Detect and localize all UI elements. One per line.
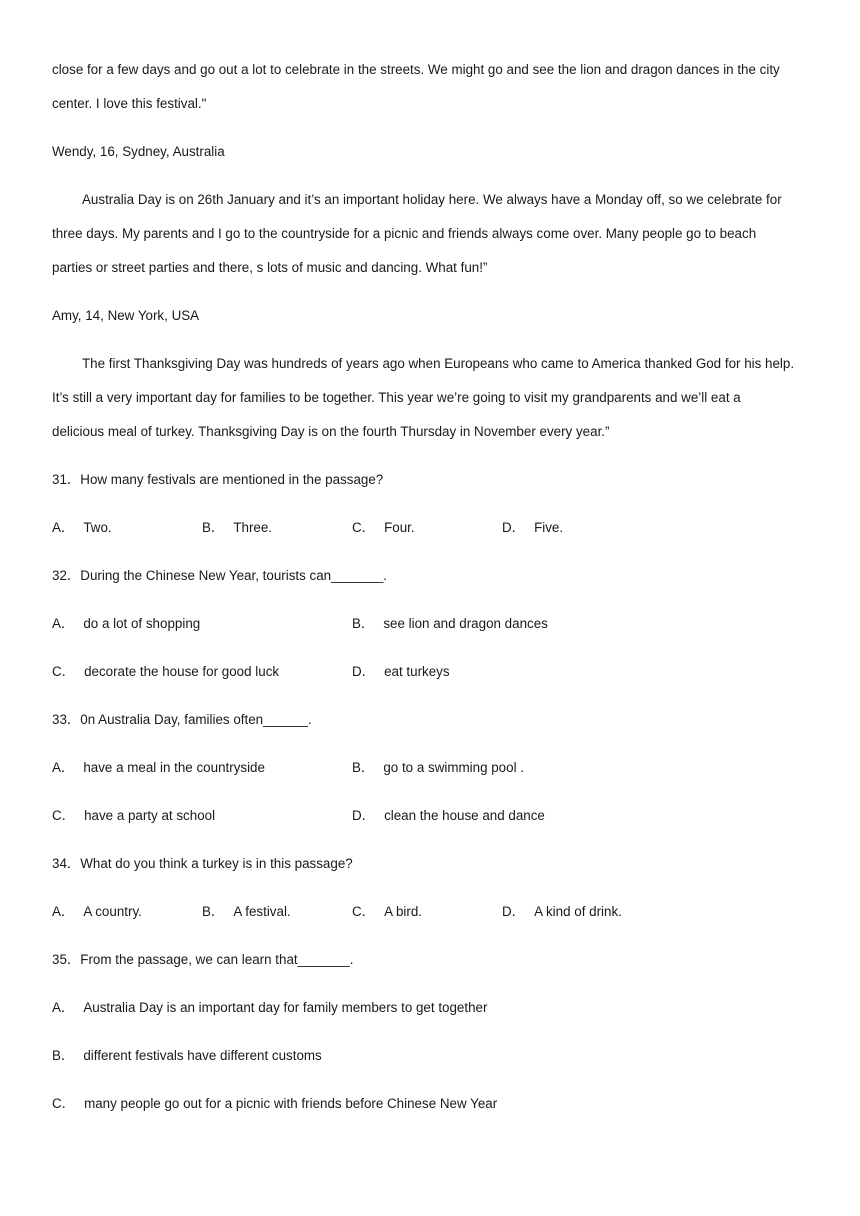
- option-d[interactable]: [352, 658, 652, 686]
- option-label: C．: [52, 808, 76, 823]
- question-35-stem: 35．From the passage, we can learn that_______.: [52, 952, 354, 967]
- option-c[interactable]: [52, 658, 352, 686]
- question-32-stem: 32．During the Chinese New Year, tourists can_______.: [52, 568, 387, 583]
- question-31-options: [52, 514, 822, 542]
- question-34-stem: 34．What do you think a turkey is in this passage?: [52, 856, 353, 871]
- option-text: Three.: [233, 520, 273, 535]
- option-c[interactable]: [352, 898, 502, 926]
- option-c[interactable]: [52, 1090, 822, 1118]
- option-a[interactable]: [52, 514, 202, 542]
- option-label: A．: [52, 760, 75, 775]
- option-d[interactable]: [352, 802, 652, 830]
- option-label: A．: [52, 1000, 75, 1015]
- option-b[interactable]: [352, 754, 652, 782]
- question-33-options-row-1: [52, 754, 822, 782]
- option-d[interactable]: [502, 898, 652, 926]
- option-a[interactable]: [52, 898, 202, 926]
- option-label: C．: [352, 904, 376, 919]
- option-label: B．: [202, 520, 225, 535]
- option-label: B．: [202, 904, 225, 919]
- passage-line: delicious meal of turkey. Thanksgiving Day is on the fourth Thursday in November every year.”: [52, 424, 610, 439]
- passage-line: Australia Day is on 26th January and it’s an important holiday here. We always have a Monday off, so we celebrate for: [82, 192, 782, 207]
- option-label: D．: [502, 520, 526, 535]
- option-label: B．: [52, 1048, 75, 1063]
- option-text: eat turkeys: [384, 664, 450, 679]
- speaker-heading-amy: Amy, 14, New York, USA: [52, 308, 200, 323]
- option-text: see lion and dragon dances: [383, 616, 548, 631]
- option-text: Four.: [384, 520, 415, 535]
- question-33-options-row-2: [52, 802, 822, 830]
- option-text: have a meal in the countryside: [83, 760, 265, 775]
- option-text: many people go out for a picnic with friends before Chinese New Year: [84, 1096, 498, 1111]
- question-34-options: [52, 898, 822, 926]
- passage-line: close for a few days and go out a lot to celebrate in the streets. We might go and see the lion and dragon dances in the city: [52, 62, 780, 77]
- option-a[interactable]: [52, 994, 822, 1022]
- passage-paragraph-1: [52, 56, 822, 118]
- option-text: A bird.: [384, 904, 423, 919]
- option-a[interactable]: [52, 754, 352, 782]
- option-b[interactable]: [352, 610, 652, 638]
- passage-line: The first Thanksgiving Day was hundreds of years ago when Europeans who came to America thanked God for his help.: [82, 356, 795, 371]
- option-label: D．: [352, 808, 376, 823]
- option-label: B．: [352, 760, 375, 775]
- option-text: A festival.: [233, 904, 291, 919]
- option-a[interactable]: [52, 610, 352, 638]
- option-label: A．: [52, 904, 75, 919]
- option-b[interactable]: [202, 514, 352, 542]
- option-c[interactable]: [52, 802, 352, 830]
- option-d[interactable]: [502, 514, 652, 542]
- passage-line: center. I love this festival.": [52, 96, 207, 111]
- option-text: different festivals have different customs: [83, 1048, 322, 1063]
- option-text: A country.: [83, 904, 142, 919]
- option-b[interactable]: [52, 1042, 822, 1070]
- option-text: decorate the house for good luck: [84, 664, 280, 679]
- option-label: A．: [52, 520, 75, 535]
- option-label: C．: [52, 1096, 76, 1111]
- question-32-options-row-1: [52, 610, 822, 638]
- option-label: B．: [352, 616, 375, 631]
- option-text: go to a swimming pool .: [383, 760, 524, 775]
- question-31-stem: 31．How many festivals are mentioned in the passage?: [52, 472, 384, 487]
- option-text: do a lot of shopping: [83, 616, 201, 631]
- question-33-stem: 33．0n Australia Day, families often______.: [52, 712, 312, 727]
- option-text: A kind of drink.: [534, 904, 622, 919]
- passage-line: parties or street parties and there, s lots of music and dancing. What fun!”: [52, 260, 488, 275]
- option-c[interactable]: [352, 514, 502, 542]
- option-label: A．: [52, 616, 75, 631]
- passage-paragraph-2: [52, 186, 822, 282]
- option-text: clean the house and dance: [384, 808, 545, 823]
- option-text: Five.: [534, 520, 564, 535]
- document-page: [52, 56, 822, 1138]
- option-label: C．: [52, 664, 76, 679]
- passage-paragraph-3: [52, 350, 822, 446]
- option-b[interactable]: [202, 898, 352, 926]
- option-text: have a party at school: [84, 808, 216, 823]
- question-32-options-row-2: [52, 658, 822, 686]
- option-text: Australia Day is an important day for family members to get together: [83, 1000, 488, 1015]
- passage-line: three days. My parents and I go to the countryside for a picnic and friends always come over. Many people go to beach: [52, 226, 757, 241]
- option-text: Two.: [83, 520, 112, 535]
- passage-line: It’s still a very important day for families to be together. This year we’re going to visit my grandparents and we’ll eat a: [52, 390, 741, 405]
- speaker-heading-wendy: Wendy, 16, Sydney, Australia: [52, 144, 225, 159]
- option-label: C．: [352, 520, 376, 535]
- option-label: D．: [502, 904, 526, 919]
- option-label: D．: [352, 664, 376, 679]
